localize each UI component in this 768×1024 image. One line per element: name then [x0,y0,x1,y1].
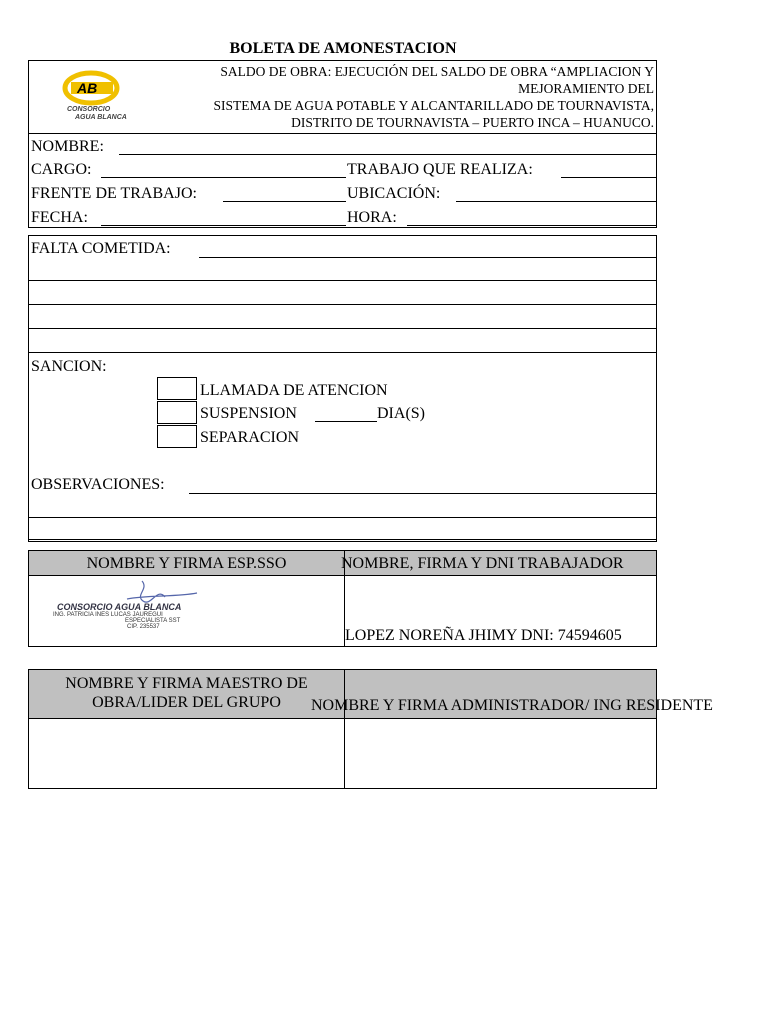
divider [29,133,656,134]
trabajador-value: LOPEZ NOREÑA JHIMY DNI: 74594605 [345,627,622,644]
observaciones-line[interactable] [29,517,656,518]
falta-field[interactable] [199,257,656,258]
falta-line[interactable] [29,304,656,305]
divider [344,670,345,788]
hora-field[interactable] [407,225,656,226]
observaciones-field[interactable] [189,493,656,494]
observaciones-line[interactable] [29,539,656,540]
suspension-suffix: DIA(S) [377,405,425,422]
signature-table-1 [28,550,657,647]
llamada-label: LLAMADA DE ATENCION [200,382,388,399]
project-line: SALDO DE OBRA: EJECUCIÓN DEL SALDO DE OBRA “AMPLIACION Y [220,64,654,79]
divider [29,718,656,719]
suspension-days-field[interactable] [315,421,377,422]
suspension-label: SUSPENSION [200,405,297,422]
logo-line1: CONSORCIO [67,106,111,113]
logo-letters: AB [77,80,98,96]
header-box [28,60,657,228]
sancion-label: SANCION: [31,358,107,375]
maestro-header-1: NOMBRE Y FIRMA MAESTRO DE [65,675,308,692]
fecha-label: FECHA: [31,209,88,226]
cargo-label: CARGO: [31,161,92,178]
stamp-line3: ESPECIALISTA SST [125,618,181,624]
divider [29,575,656,576]
maestro-header-2: OBRA/LIDER DEL GRUPO [92,694,281,711]
cargo-field[interactable] [101,177,346,178]
esp-sso-header: NOMBRE Y FIRMA ESP.SSO [86,555,287,572]
falta-line[interactable] [29,328,656,329]
falta-box [28,235,657,542]
falta-line[interactable] [29,352,656,353]
nombre-label: NOMBRE: [31,138,104,155]
llamada-checkbox[interactable] [157,377,197,400]
trabajo-field[interactable] [561,177,656,178]
hora-label: HORA: [347,209,397,226]
falta-label: FALTA COMETIDA: [31,240,171,257]
frente-field[interactable] [223,201,346,202]
project-line: DISTRITO DE TOURNAVISTA – PUERTO INCA – HUANUCO. [291,115,654,130]
sso-stamp [47,577,247,630]
stamp-line1: CONSORCIO AGUA BLANCA [57,602,182,612]
project-line: MEJORAMIENTO DEL [518,81,654,96]
frente-label: FRENTE DE TRABAJO: [31,185,197,202]
falta-line[interactable] [29,280,656,281]
suspension-checkbox[interactable] [157,401,197,424]
project-line: SISTEMA DE AGUA POTABLE Y ALCANTARILLADO DE TOURNAVISTA, [213,98,654,113]
fecha-field[interactable] [101,225,346,226]
nombre-field[interactable] [119,154,656,155]
separacion-label: SEPARACION [200,429,299,446]
trabajador-header [341,555,656,573]
ubicacion-label: UBICACIÓN: [347,185,441,202]
stamp-line4: CIP. 235537 [127,624,160,630]
trabajo-label: TRABAJO QUE REALIZA: [347,161,533,178]
signature-table-2 [28,669,713,789]
document-title: BOLETA DE AMONESTACION [229,40,457,57]
admin-header [311,697,713,715]
trabajador-header-text: NOMBRE, FIRMA Y DNI TRABAJADOR [341,555,624,572]
ubicacion-field[interactable] [456,201,656,202]
stamp-line2: ING. PATRICIA INES LUCAS JAUREGUI [53,612,163,618]
project-description [94,63,654,131]
logo-line2: AGUA BLANCA [75,114,127,121]
separacion-checkbox[interactable] [157,425,197,448]
admin-header-text: NOMBRE Y FIRMA ADMINISTRADOR/ ING RESIDENTE [311,697,713,714]
observaciones-label: OBSERVACIONES: [31,476,165,493]
